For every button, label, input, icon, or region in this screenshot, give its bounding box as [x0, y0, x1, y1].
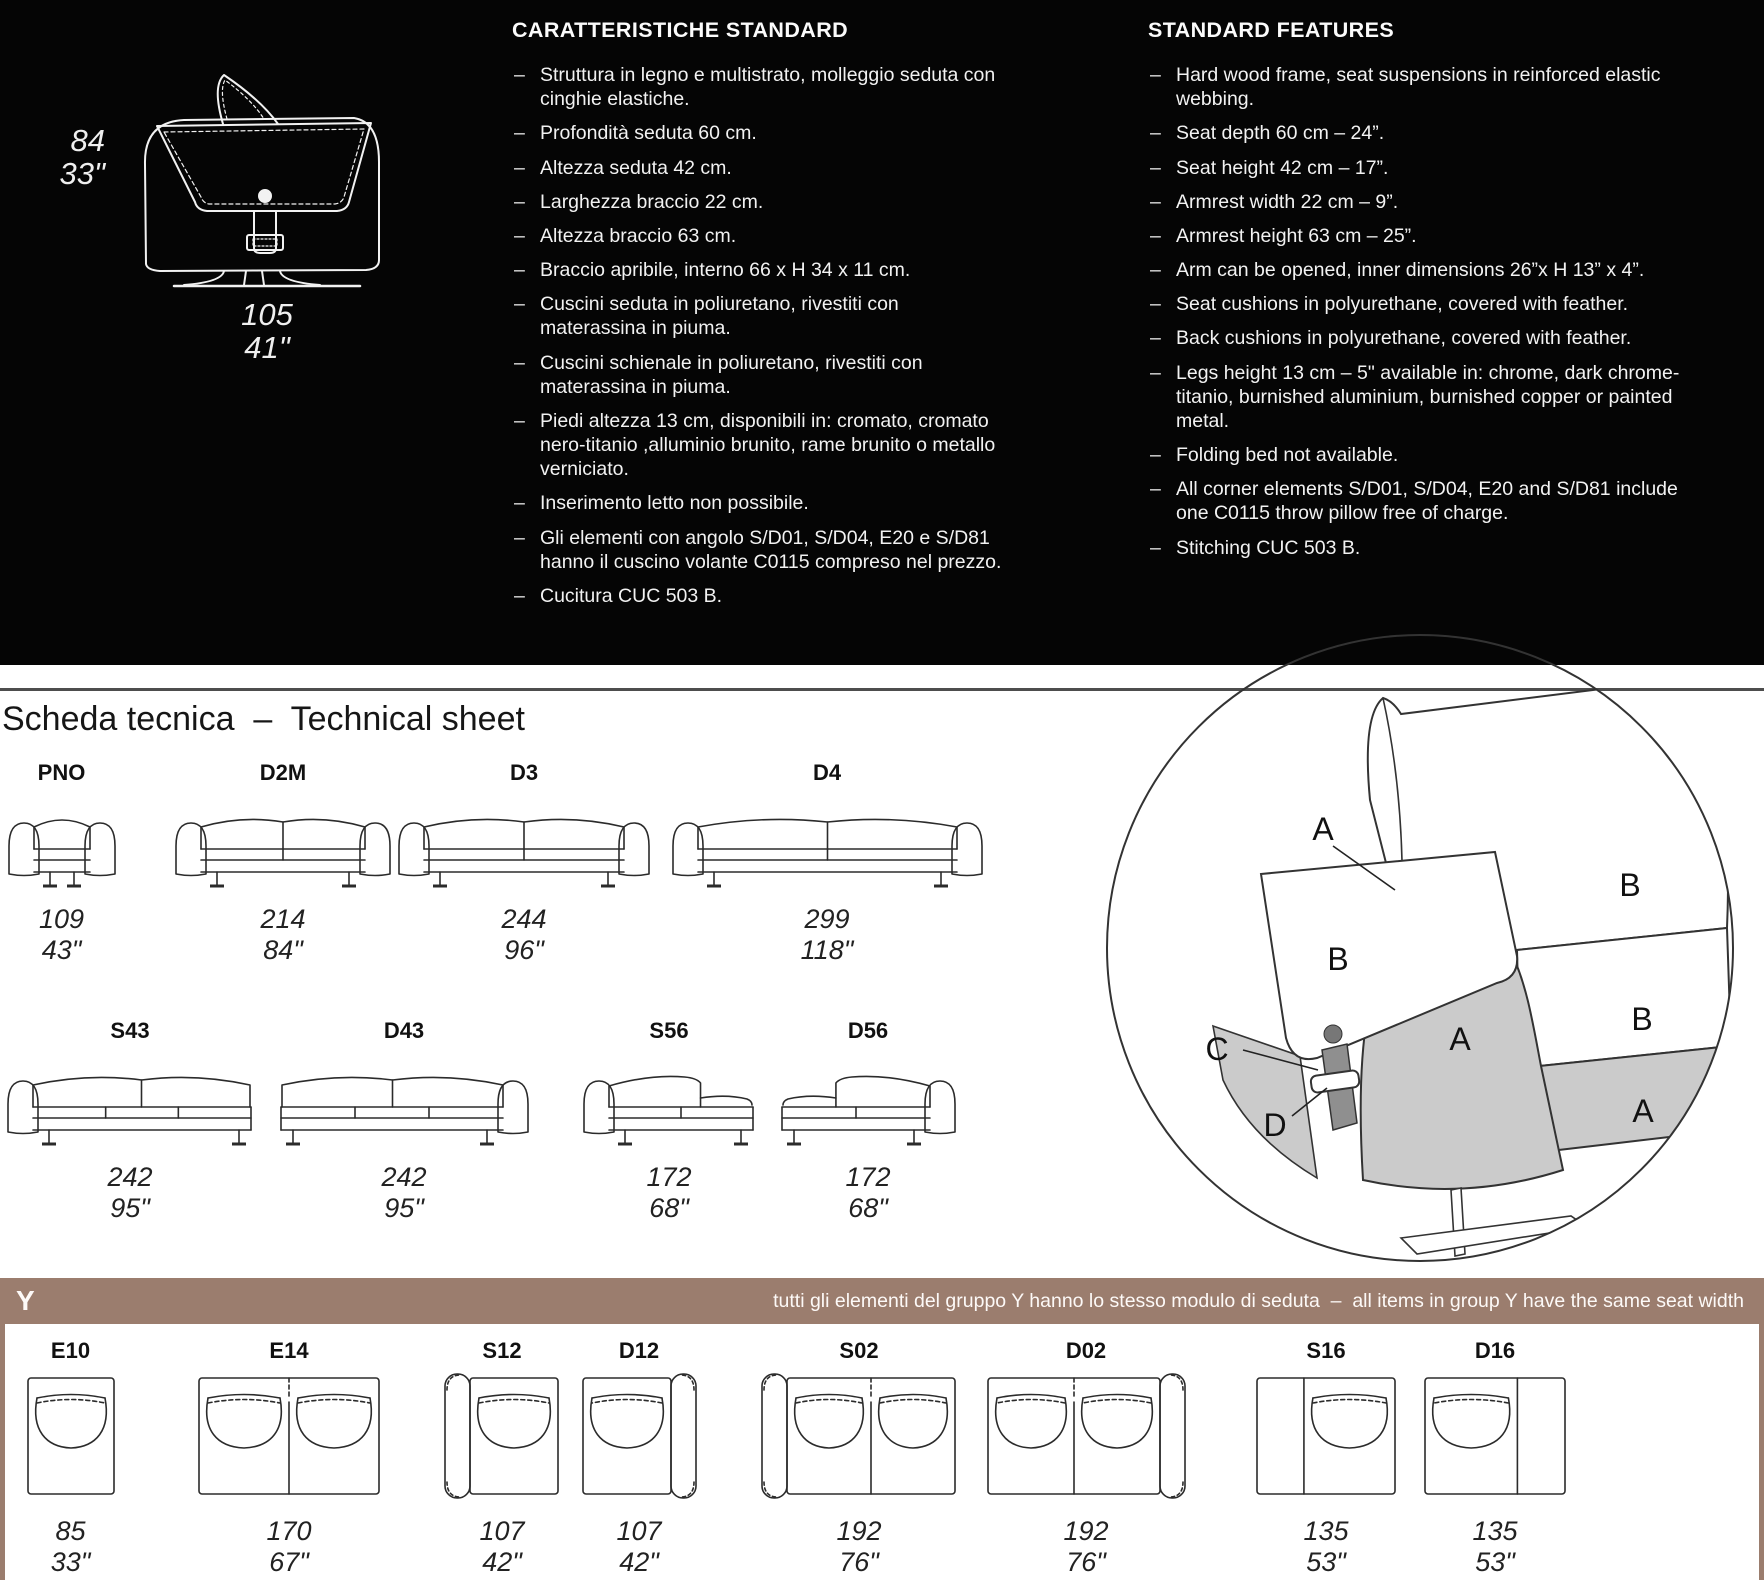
module-dims [440, 1516, 564, 1578]
module-code: E14 [269, 1338, 309, 1363]
module-drawing [668, 790, 986, 892]
depth-cm: 105 [241, 297, 293, 332]
feature-item: – Cuscini seduta in poliuretano, rivestiti con materassina in piuma. [512, 292, 1002, 340]
module-dims [777, 1162, 959, 1224]
module-dims [576, 1516, 702, 1578]
module-cm: 244 [501, 904, 547, 934]
feature-item: – Cuscini schienale in poliuretano, rivestiti con materassina in piuma. [512, 351, 1002, 399]
module-drawing [576, 1368, 702, 1504]
module-dims [757, 1516, 961, 1578]
module-code: D16 [1474, 1338, 1516, 1363]
detail-label-b: B [1327, 941, 1349, 977]
group-y-left-border [0, 1324, 5, 1580]
module-code: D12 [618, 1338, 660, 1363]
module-dims [193, 1516, 385, 1578]
module-inches: 67" [269, 1547, 309, 1578]
module-cm: 242 [381, 1162, 427, 1192]
module-code: S43 [110, 1018, 150, 1043]
module-code: D2M [259, 760, 307, 785]
feature-item: – Piedi altezza 13 cm, disponibili in: cromato, cromato nero-titanio ,alluminio brunito, rame brunito o metallo verniciato. [512, 409, 1002, 482]
detail-label-b: B [1631, 1001, 1653, 1037]
module-dims [580, 1162, 758, 1224]
module-code: E10 [50, 1338, 91, 1363]
module-dims [4, 904, 119, 966]
module-inches: 76" [839, 1547, 879, 1578]
module-drawing [777, 1048, 959, 1150]
module-dims [18, 1516, 123, 1578]
feature-item: – Gli elementi con angolo S/D01, S/D04, E20 e S/D81 hanno il cuscino volante C0115 compreso nel prezzo. [512, 526, 1002, 574]
group-y-note: tutti gli elementi del gruppo Y hanno lo stesso modulo di seduta – all items in group Y have the same seat width [773, 1290, 1744, 1312]
detail-label-a: A [1632, 1093, 1654, 1129]
module-inches: 76" [1066, 1547, 1106, 1578]
module-cm: 172 [845, 1162, 891, 1192]
feature-item: – Cucitura CUC 503 B. [512, 584, 1002, 608]
module-d02 [982, 1338, 1190, 1578]
module-cm: 135 [1303, 1516, 1349, 1546]
module-pno [4, 760, 119, 966]
group-y-header [0, 1278, 1764, 1324]
feature-item: – Profondità seduta 60 cm. [512, 121, 1002, 145]
feature-item: – Braccio apribile, interno 66 x H 34 x 11 cm. [512, 258, 1002, 282]
module-drawing [4, 790, 119, 892]
group-y-right-border [1759, 1324, 1764, 1580]
module-drawing [276, 1048, 532, 1150]
detail-label-d: D [1263, 1107, 1287, 1143]
module-inches: 33" [50, 1547, 91, 1578]
feature-item: – Back cushions in polyurethane, covered with feather. [1148, 326, 1708, 350]
overall-height-dims [33, 124, 105, 191]
module-drawing [172, 790, 394, 892]
feature-item: – Inserimento letto non possibile. [512, 491, 1002, 515]
feature-item: – Seat height 42 cm – 17”. [1148, 156, 1708, 180]
detail-label-b: B [1619, 867, 1641, 903]
module-code: PNO [37, 760, 86, 785]
module-cm: 172 [646, 1162, 692, 1192]
features-list-english [1148, 63, 1708, 560]
module-drawing [757, 1368, 961, 1504]
technical-sheet-title: Scheda tecnica – Technical sheet [2, 700, 525, 738]
module-s16 [1252, 1338, 1400, 1578]
module-code: S02 [839, 1338, 879, 1363]
depth-in: 41" [244, 330, 290, 366]
module-inches: 84" [263, 935, 303, 966]
features-list-italian [512, 63, 1002, 608]
module-inches: 42" [482, 1547, 522, 1578]
module-inches: 42" [619, 1547, 659, 1578]
module-inches: 53" [1306, 1547, 1346, 1578]
module-inches: 68" [649, 1193, 689, 1224]
feature-item: – Larghezza braccio 22 cm. [512, 190, 1002, 214]
feature-item: – Legs height 13 cm – 5" available in: chrome, dark chrome-titanio, burnished aluminium, burnished copper or painted metal. [1148, 361, 1708, 434]
module-cm: 299 [804, 904, 850, 934]
module-drawing [440, 1368, 564, 1504]
module-cm: 242 [107, 1162, 153, 1192]
height-in: 33" [59, 156, 105, 192]
module-cm: 192 [836, 1516, 882, 1546]
module-inches: 68" [848, 1193, 888, 1224]
module-d2m [172, 760, 394, 966]
feature-item: – Altezza braccio 63 cm. [512, 224, 1002, 248]
module-code: D4 [812, 760, 842, 785]
module-d3 [395, 760, 653, 966]
module-d4 [668, 760, 986, 966]
module-drawing [4, 1048, 256, 1150]
module-d16 [1420, 1338, 1570, 1578]
module-drawing [18, 1368, 123, 1504]
module-drawing [1420, 1368, 1570, 1504]
module-e10 [18, 1338, 123, 1578]
feature-item: – Arm can be opened, inner dimensions 26”x H 13” x 4”. [1148, 258, 1708, 282]
module-d56 [777, 1018, 959, 1224]
module-e14 [193, 1338, 385, 1578]
module-dims [1252, 1516, 1400, 1578]
detail-label-a: A [1312, 811, 1334, 847]
module-code: S12 [482, 1338, 522, 1363]
module-inches: 95" [110, 1193, 150, 1224]
module-inches: 118" [800, 935, 854, 966]
module-cm: 192 [1063, 1516, 1109, 1546]
features-title-english: STANDARD FEATURES [1148, 18, 1395, 42]
module-inches: 53" [1475, 1547, 1515, 1578]
module-cm: 170 [266, 1516, 312, 1546]
module-drawing [1252, 1368, 1400, 1504]
module-cm: 109 [38, 904, 85, 934]
overall-depth-dims [217, 298, 317, 365]
upholstery-detail-drawing [1065, 618, 1764, 1272]
module-code: D56 [847, 1018, 889, 1043]
module-inches: 96" [504, 935, 544, 966]
feature-item: – Armrest width 22 cm – 9”. [1148, 190, 1708, 214]
module-dims [668, 904, 986, 966]
spec-panel [0, 0, 1764, 665]
feature-item: – Stitching CUC 503 B. [1148, 536, 1708, 560]
features-column-italian [512, 18, 1002, 618]
feature-item: – Struttura in legno e multistrato, molleggio seduta con cinghie elastiche. [512, 63, 1002, 111]
module-inches: 43" [41, 935, 82, 966]
feature-item: – All corner elements S/D01, S/D04, E20 and S/D81 include one C0115 throw pillow free of charge. [1148, 477, 1708, 525]
height-cm: 84 [70, 123, 105, 158]
feature-item: – Seat cushions in polyurethane, covered with feather. [1148, 292, 1708, 316]
module-dims [982, 1516, 1190, 1578]
module-d43 [276, 1018, 532, 1224]
detail-label-c: C [1205, 1031, 1229, 1067]
module-dims [395, 904, 653, 966]
module-drawing [193, 1368, 385, 1504]
module-cm: 214 [260, 904, 306, 934]
module-s02 [757, 1338, 961, 1578]
module-drawing [395, 790, 653, 892]
module-inches: 95" [384, 1193, 424, 1224]
module-s43 [4, 1018, 256, 1224]
module-dims [276, 1162, 532, 1224]
module-dims [172, 904, 394, 966]
module-drawing [580, 1048, 758, 1150]
module-code: D3 [509, 760, 539, 785]
module-dims [1420, 1516, 1570, 1578]
module-cm: 107 [479, 1516, 525, 1546]
module-code: S56 [649, 1018, 689, 1043]
module-cm: 135 [1472, 1516, 1518, 1546]
feature-item: – Hard wood frame, seat suspensions in reinforced elastic webbing. [1148, 63, 1708, 111]
detail-label-a: A [1449, 1021, 1471, 1057]
module-code: D02 [1065, 1338, 1107, 1363]
features-column-english [1148, 18, 1708, 570]
module-drawing [982, 1368, 1190, 1504]
module-cm: 107 [616, 1516, 662, 1546]
module-code: S16 [1306, 1338, 1346, 1363]
feature-item: – Seat depth 60 cm – 24”. [1148, 121, 1708, 145]
group-y-code: Y [16, 1285, 35, 1316]
feature-item: – Altezza seduta 42 cm. [512, 156, 1002, 180]
module-s12 [440, 1338, 564, 1578]
features-title-italian: CARATTERISTICHE STANDARD [512, 18, 849, 42]
module-d12 [576, 1338, 702, 1578]
module-s56 [580, 1018, 758, 1224]
feature-item: – Armrest height 63 cm – 25”. [1148, 224, 1708, 248]
module-dims [4, 1162, 256, 1224]
module-cm: 85 [55, 1516, 86, 1546]
sofa-side-view-drawing [128, 72, 396, 294]
module-code: D43 [383, 1018, 425, 1043]
feature-item: – Folding bed not available. [1148, 443, 1708, 467]
